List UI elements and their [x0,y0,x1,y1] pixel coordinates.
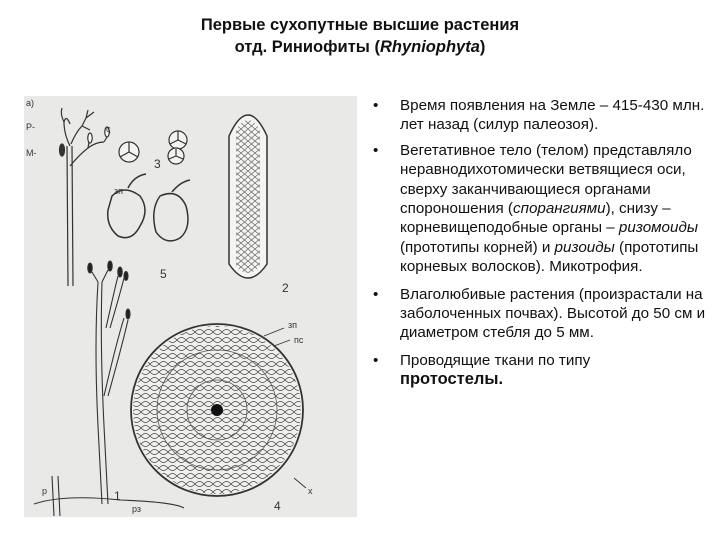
bullet-item-vegetative-body [370,141,710,277]
figure-number-5: 5 [160,267,167,281]
bullet-text: ) представляло неравнодихотомически ветвящиеся оси, сверху заканчивающиеся органами спороношения ( [400,141,692,218]
term-protostele: протостелы. [400,370,504,389]
bullet-text: ), снизу – корневищеподобные органы – [400,200,671,237]
title-line-2 [0,36,720,58]
bullet-text: Проводящие ткани по типу [400,351,591,369]
label-m: М- [26,148,37,158]
bullet-item-conducting-tissue [370,351,710,390]
bullet-dot: • [373,97,379,114]
label-a: а) [26,98,35,108]
bullet-text: Вегетативное тело ( [400,141,542,159]
label-x: х [308,486,313,496]
bullet-text: Влаголюбивые растения (произрастали на заболоченных почвах). Высотой до 50 см и диаметром стебля до 5 мм. [400,285,706,342]
label-r: Р- [26,122,35,132]
label-c: с [106,124,111,134]
label-zp1: зп [114,186,123,196]
figure-number-4: 4 [274,499,281,513]
bullet-dot: • [373,141,379,159]
bullet-list [370,96,710,390]
term-telom: телом [541,141,584,159]
label-ps: пс [294,335,304,345]
term-rhizoids: ризоиды [554,238,615,256]
bullet-dot: • [373,351,379,369]
title-line-1: Первые сухопутные высшие растения [200,16,520,34]
spore-tetrads [119,131,187,164]
label-p: р [42,486,48,496]
stem-cross-section [129,322,309,502]
title-prefix: отд. Риниофиты ( [234,38,380,56]
bullet-text: (прототипы корневых волосков). Микотрофия. [400,238,699,276]
sporangium-section [229,110,267,280]
term-rhizomoids: ризомоиды [618,219,699,237]
hypha-cells [108,174,190,241]
bullet-dot: • [373,285,379,303]
title-suffix: ) [479,38,486,56]
label-rz: рз [132,504,142,514]
term-sporangia: спорангиями [513,200,606,218]
plant-upper-stems [60,108,111,286]
figure-number-1: 1 [114,489,121,503]
illustration-svg [24,96,357,517]
figure-number-3: 3 [154,157,161,171]
bullet-text: Время появления на Земле – 415-430 млн. лет назад (силур палеозоя). [400,97,705,134]
label-zp2: зп [288,320,297,330]
bullet-text: (прототипы корней) и [400,238,555,256]
slide-title [0,14,720,58]
rhyniophyta-illustration [24,96,357,517]
bullet-item-habitat [370,285,710,343]
title-latin: Rhyniophyta [379,38,480,56]
bullet-item-appearance-time [370,96,710,135]
figure-number-2: 2 [282,281,289,295]
